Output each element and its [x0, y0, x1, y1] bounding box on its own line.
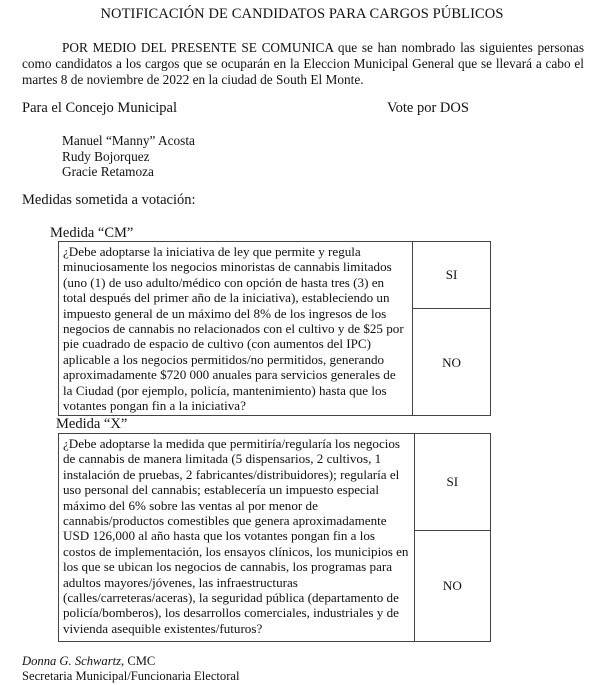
measure-cm-label: Medida “CM”	[50, 225, 134, 241]
measures-heading: Medidas sometida a votación:	[22, 192, 196, 208]
intro-paragraph	[22, 40, 584, 88]
candidate-item: Rudy Bojorquez	[62, 148, 150, 164]
council-heading: Para el Concejo Municipal	[22, 100, 178, 116]
measure-x-option-no[interactable]: NO	[414, 531, 490, 642]
measure-x-question: ¿Debe adoptarse la medida que permitiría/regularía los negocios de cannabis de manera limitada (5 dispensarios, 2 cultivos, 1 instalación de pruebas, 2 fabricantes/distribuidores); regularía el uso personal del cannabis; establecería un impuesto especial máximo del 6% sobre las ventas al por menor de cannabis/productos comestibles que genera aproximadamente USD 126,000 al año hasta que los votantes pongan fin a los costos de implementación, los ensayos clínicos, los municipios en los que se ubican los negocios de cannabis, los programas para adultos mayores/jóvenes, las infraestructuras (calles/carreteras/aceras), la seguridad pública (departamento de policía/bomberos), los desarrollos comerciales, industriales y de vivienda asequible existentes/futuros?	[59, 434, 415, 642]
measure-x-label: Medida “X”	[56, 416, 128, 432]
candidate-item: Gracie Retamoza	[62, 164, 154, 179]
vote-instruction: Vote por DOS	[387, 100, 469, 116]
signer-title: Secretaria Municipal/Funcionaria Electoral	[22, 669, 240, 683]
measure-x-table	[58, 433, 491, 642]
signer-suffix: , CMC	[121, 654, 156, 668]
intro-text: POR MEDIO DEL PRESENTE SE COMUNICA que se han nombrado las siguientes personas como candidatos a los cargos que se ocuparán en la Eleccion Municipal General que se llevará a cabo el martes 8 de noviembre de 2022 en la ciudad de South El Monte.	[22, 40, 584, 87]
measure-cm-option-si[interactable]: SI	[413, 242, 491, 309]
measure-x-option-si[interactable]: SI	[414, 434, 490, 531]
measure-cm-option-no[interactable]: NO	[413, 309, 491, 416]
measure-cm-question: ¿Debe adoptarse la iniciativa de ley que permite y regula minuciosamente los negocios minoristas de cannabis limitados (uno (1) de uso adulto/médico con opción de hasta tres (3) en total después del primer año de la iniciativa), estableciendo un impuesto general de un máximo del 8% de los ingresos de los negocios de cannabis no relacionados con el cultivo y de $25 por pie cuadrado de espacio de cultivo (con aumentos del IPC) aplicable a los negocios permitidos/no permitidos, generando aproximadamente $720 000 anuales para servicios generales de la Ciudad (por ejemplo, policía, mantenimiento) hasta que los votantes pongan fin a la iniciativa?	[59, 242, 413, 416]
measure-cm-table	[58, 241, 491, 416]
candidate-item: Manuel “Manny” Acosta	[62, 133, 195, 148]
signer-name-line	[22, 654, 155, 669]
document-title: NOTIFICACIÓN DE CANDIDATOS PARA CARGOS PÚBLICOS	[100, 6, 504, 22]
candidate-list	[62, 133, 195, 180]
signer-name: Donna G. Schwartz	[22, 654, 122, 668]
